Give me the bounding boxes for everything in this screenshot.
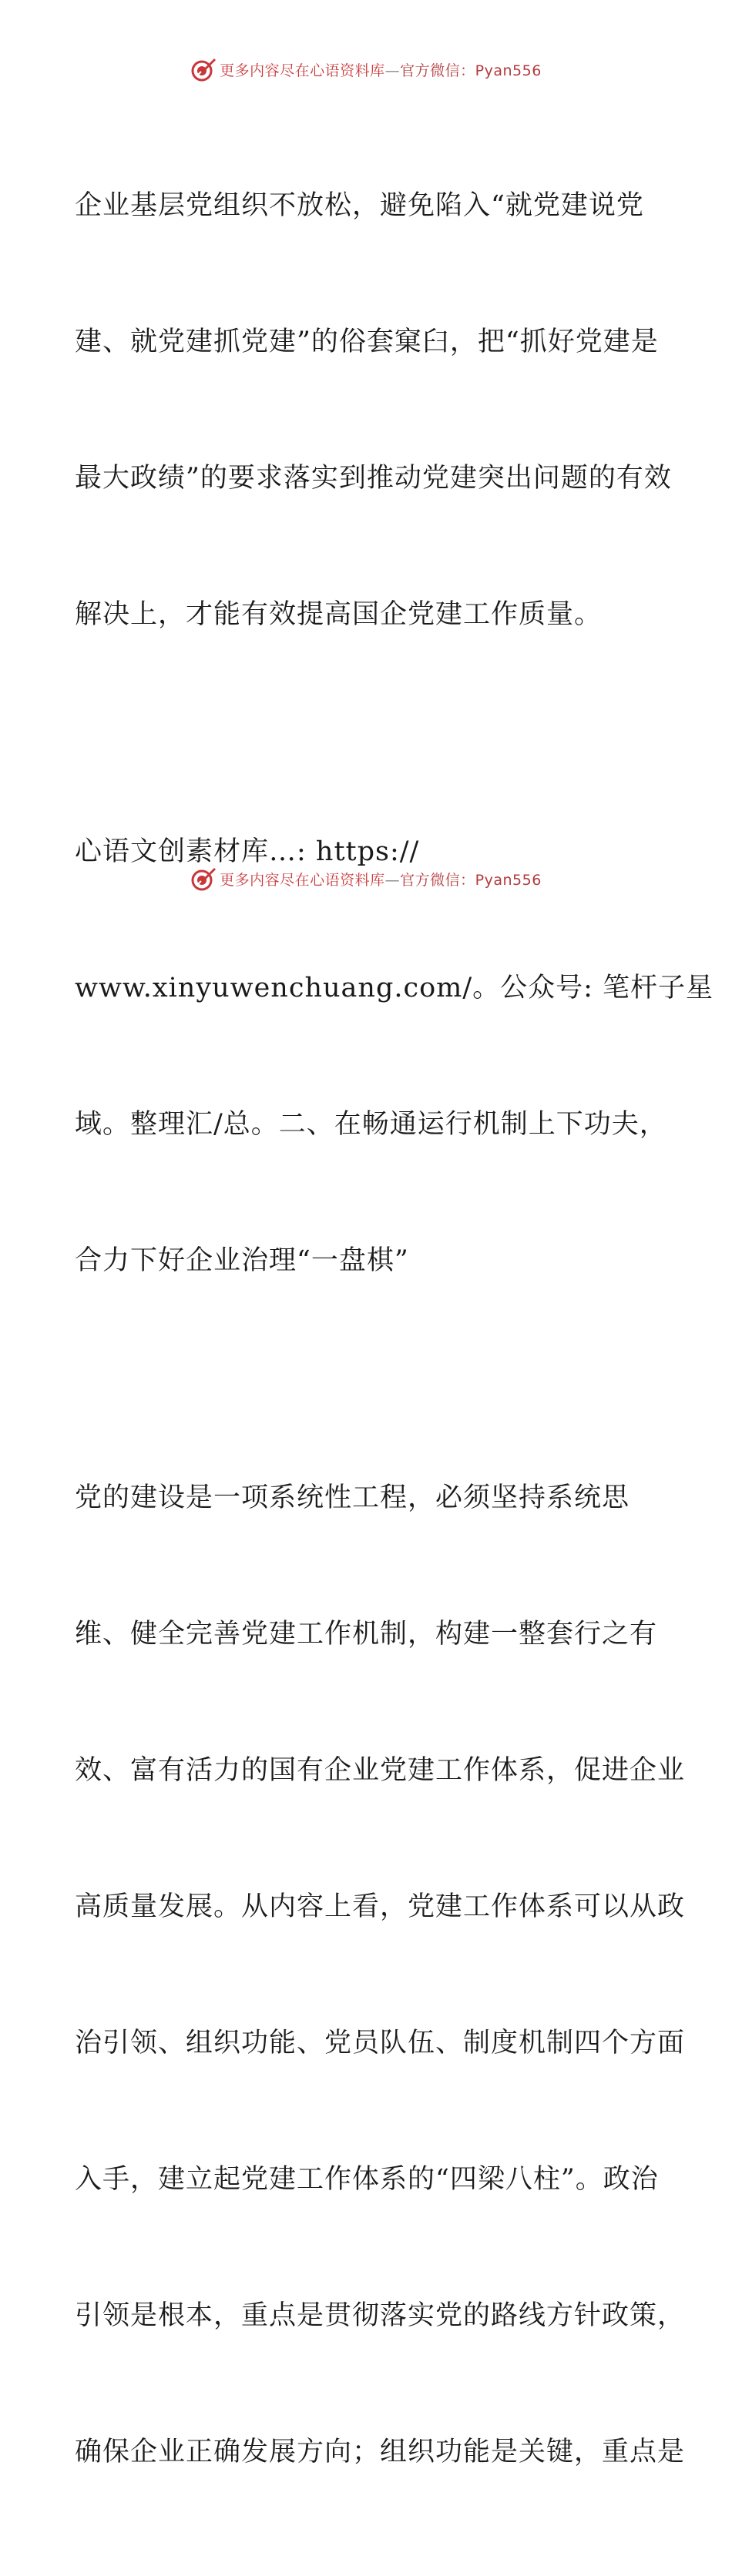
text-line: 入手，建立起党建工作体系的“四梁八柱”。政治: [75, 2164, 659, 2195]
header-watermark-banner: [0, 54, 732, 85]
text-line: 企业基层党组织不放松，避免陷入“就党建说党: [75, 190, 644, 221]
paragraph-2: [75, 739, 714, 1375]
paragraph-1: [75, 92, 672, 729]
text-line: 维、健全完善党建工作机制，构建一整套行之有: [75, 1619, 658, 1650]
header-banner-text: 更多内容尽在心语资料库: [220, 62, 385, 79]
document-body: [75, 92, 714, 2576]
quill-pen-logo-icon: [190, 866, 217, 892]
text-line: 心语文创素材库…: https://: [75, 836, 420, 867]
text-line: 解决上，才能有效提高国企党建工作质量。: [75, 599, 603, 630]
footer-banner-wechat: 官方微信：Pyan556: [400, 871, 542, 889]
text-line: www.xinyuwenchuang.com/。公众号: 笔杆子星: [75, 973, 714, 1003]
header-banner-wechat: 官方微信：Pyan556: [400, 62, 542, 79]
text-line: 高质量发展。从内容上看，党建工作体系可以从政: [75, 1891, 686, 1922]
quill-pen-logo-icon: [190, 56, 217, 82]
text-line: 党的建设是一项系统性工程，必须坚持系统思: [75, 1482, 630, 1513]
text-line: 治引领、组织功能、党员队伍、制度机制四个方面: [75, 2028, 686, 2058]
text-line: 最大政绩”的要求落实到推动党建突出问题的有效: [75, 463, 672, 494]
text-line: 引领是根本，重点是贯彻落实党的路线方针政策，: [75, 2300, 686, 2331]
header-banner-separator: —: [384, 62, 401, 79]
text-line: 效、富有活力的国有企业党建工作体系，促进企业: [75, 1755, 686, 1786]
text-line: 域。整理汇/总。二、在畅通运行机制上下功夫，: [75, 1109, 667, 1140]
text-line: 合力下好企业治理“一盘棋”: [75, 1245, 409, 1276]
footer-banner-text: 更多内容尽在心语资料库: [220, 871, 385, 889]
text-line: 确保企业正确发展方向；组织功能是关键，重点是: [75, 2437, 686, 2467]
paragraph-3: [75, 1385, 686, 2566]
footer-banner-separator: —: [384, 871, 401, 889]
footer-watermark-banner: [0, 863, 732, 894]
text-line: 建、就党建抓党建”的俗套窠臼，把“抓好党建是: [75, 327, 659, 357]
